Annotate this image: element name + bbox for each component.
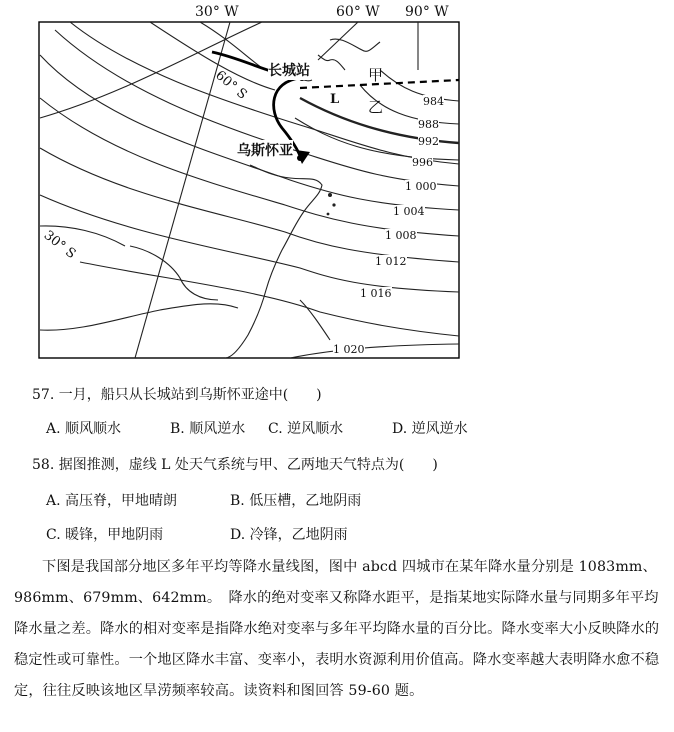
isobar-label-1020: 1 020 [333,343,365,356]
lon-label-90w: 90° W [405,4,449,20]
isobar-label-984: 984 [423,95,444,108]
meridian-30w [135,22,230,358]
q57-option-b: B. 顺风逆水 [170,421,246,437]
isobar-label-1000: 1 000 [405,180,437,193]
region-jia: 甲 [368,66,384,84]
lat-label-30s: 30° S [40,228,79,263]
isobar-label-996: 996 [412,156,433,169]
isobar-984 [380,70,459,101]
destination-label: 乌斯怀亚 [237,140,293,160]
lat-label-60s: 60° S [212,68,250,103]
lon-label-60w: 60° W [336,4,380,20]
intro-paragraph: 下图是我国部分地区多年平均等降水量线图，图中 abcd 四城市在某年降水量分别是 1083mm、986mm、679mm、642mm。 降水的绝对变率又称降水距平，是指某地实际降水量与同期多年平均降水量之差。降水的相对变率是指降水绝对变率与多年平均降水量的百分比。降水变率大小反映降水的稳定性或可靠性。一个地区降水丰富、变率小，表明水资源利用价值高。降水变率越大表明降水愈不稳定，往往反映该地区旱涝频率较高。读资料和图回答 59-60 题。 [14,559,660,699]
q57-option-c: C. 逆风顺水 [268,421,344,437]
isobar-label-1016: 1 016 [360,287,392,300]
lon-label-30w: 30° W [195,4,239,20]
isobar-label-992: 992 [418,135,439,148]
question-58-stem: 58. 据图推测，虚线 L 处天气系统与甲、乙两地天气特点为( ) [32,457,438,473]
q58-option-d: D. 冷锋，乙地阴雨 [230,527,348,543]
isobar-label-1008: 1 008 [385,229,417,242]
meridian-60w [318,22,358,60]
region-low: L [330,92,340,107]
station-label: 长城站 [268,60,310,80]
question-57-stem: 57. 一月，船只从长城站到乌斯怀亚途中( ) [32,387,322,403]
q57-option-d: D. 逆风逆水 [392,421,468,437]
destination-marker [297,155,303,161]
q58-option-b: B. 低压槽，乙地阴雨 [230,493,362,509]
isobar-label-988: 988 [418,118,439,131]
q57-option-a: A. 顺风顺水 [46,421,122,437]
q58-option-a: A. 高压脊，甲地晴朗 [46,493,178,509]
region-yi: 乙 [368,98,384,116]
isobar-label-1012: 1 012 [375,255,407,268]
map-frame [39,22,459,358]
isobar-label-1004: 1 004 [393,205,425,218]
q58-option-c: C. 暖锋，甲地阴雨 [46,527,164,543]
